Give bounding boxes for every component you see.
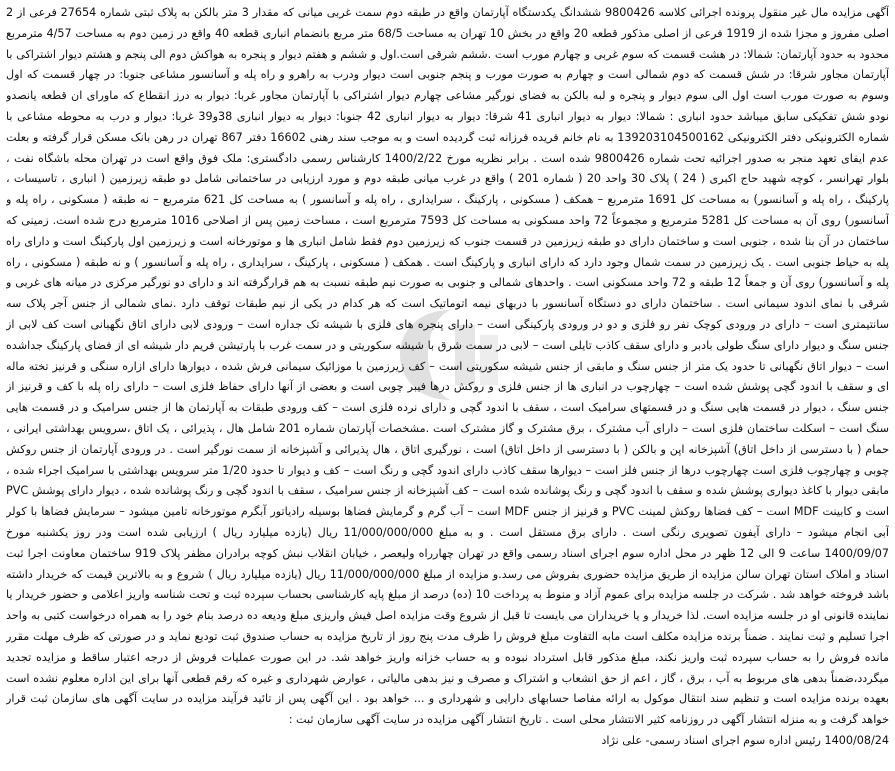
- auction-notice: [6, 3, 889, 767]
- notice-body-text: آگهی مزایده مال غیر منقول پرونده اجرائی کلاسه 9800426 ششدانگ یکدستگاه آپارتمان واقع در طبقه دوم سمت غربی میانی که مقدار 3 متر بالکن به پلاک ثبتی شماره 27654 فرعی از 2 اصلی مفروز و مجزا شده از 1919 فرعی از اصلی مذکور قطعه 20 واقع در بخش 10 تهران به مساحت 68/5 متر مربع بانضمام انباری قطعه 40 واقع در زمین دوم به مساحت 4/57 مترمربع محدود به حدود آپارتمان: شمالا: در هشت قسمت که سوم غربی و چهارم مورب است .ششم شرقی است.اول و ششم و هفتم دیوار و پنجره به هواکش دوم الی پنجم و هشتم دیوار اشتراکی با آپارتمان مجاور شرقا: در شش قسمت که دوم شمالی است و چهارم به صورت مورب و پنجم جنوبی است دیوار ودرب به راهرو و راه پله و آسانسور مشاعی جنوبا: در چهار قسمت که اول وسوم به صورت مورب است اول الی سوم دیوار و پنجره و لبه بالکن به فضای نورگیر مشاعی چهارم دیوار اشتراکی با آپارتمان مجاور غربا: دیوار به درز انقطاع که ماورای ان قطعه یانصدو نودو شش تفکیکی سابق میباشد حدود انباری : شمالا: دیوار به دیوار انباری 41 شرقا: دیوار به دیوار انباری 42 جنوبا: دیوار به دیوار انباری 38و39 غربا: دیوار و درب به محوطه مشاعی با شماره الکترونیکی دفتر الکترونیکی 139203104500162 به نام خانم فریده فرزانه ثبت گردیده است و به موجب سند رهنی 16602 دفتر 867 تهران در رهن بانک مسکن قرار گرفته و بعلت عدم ایفای تعهد منجر به صدور اجرائیه تحت شماره 9800426 شده است . برابر نظریه مورخ 1400/2/22 کارشناس رسمی دادگستری: ملک فوق واقع است در تهران محله باشگاه نفت ، بلوار تهرانسر ، کوچه شهید حاج اکبری ( 24 ) پلاک 30 واحد 20 ( شماره 201 ) واقع در غرب میانی طبقه دوم و مورد ارزیابی در ساختمانی شامل دو طبقه زیرزمین ( انباری ، تاسیسات ، پارکینگ ، راه پله و آسانسور) به مساحت کل 1691 مترمربع – همکف ( مسکونی ، پارکینگ ، سرایداری ، راه پله و آسانسور ) به مساحت کل 621 مترمربع – نه طبقه ( مسکونی ، راه پله و آسانسور) روی آن به مساحت کل 5281 مترمربع و مجموعاً 72 واحد مسکونی به مساحت کل 7593 مترمربع است ، مساحت زمین پس از اصلاحی 1016 مترمربع درج شده است. زمینی که ساختمان در آن بنا شده ، جنوبی است و ساختمان دارای دو طبقه زیرزمین در قسمت جنوب که زیرزمین دوم فقط شامل انباری ها و موتورخانه است و زیرزمین اول پارکینگ است و دارای راه پله به حیاط جنوبی است . یک زیرزمین در سمت شمال وجود دارد که دارای انباری و پارکینگ است . همکف ( مسکونی ، پارکینگ ، سرایداری ، راه پله و آسانسور ) و نه طبقه ( مسکونی ، راه پله و آسانسور) روی آن و جمعاً 12 طبقه و 72 واحد مسکونی است . واحدهای شمالی و جنوبی به صورت نیم طبقه نسبت به هم قرارگرفته اند و دارای دو نورگیر مرکزی در میانه های غربی و شرقی با نمای اندود سیمانی است . ساختمان دارای دو دستگاه آسانسور با دربهای نیمه اتوماتیک است که هر کدام در یکی از نیم طبقات توقف دارد .نمای شمالی از جنس آجر پلاک سه سانتیمتری است – دارای در ورودی کوچک نفر رو فلزی و دو در ورودی پارکینگی است – دارای پنجره های فلزی با شیشه تک جداره است – ورودی لابی دارای اتاق نگهبانی است کف لابی از جنس سنگ و دیوار دارای سنگ طولی بادبر و دارای سقف کاذب تایلی است – لابی در سمت شرق با شیشه سکوریتی و در سمت غرب با پارتیشن فریم دار شیشه ای از فضای پارکینگ جداشده است – دیوار اتاق نگهبانی تا حدود یک متر از جنس سنگ و مابقی از جنس شیشه سکوریتی است – کف زیرزمین با موزائیک سیمانی فرش شده ، دیوارها دارای ازاره سنگی و قرنیز تخته ماله ای و سقف با اندود گچی پوشش شده است – چهارچوب در انباری ها از جنس فلزی و روکش درها فیبر چوبی است و بعضی از آنها دارای حفاظ فلزی است – دارای راه پله با کف و قرنیز از جنس سنگ ، دیوار در قسمت هایی سنگ و در قسمتهای سرامیک است ، سقف با اندود گچی و دارای نرده فلزی است – کف ورودی طبقات به آپارتمان ها از جنس سرامیک و در قسمت هایی سنگ است – اسکلت ساختمان فلزی است – دارای آب مشترک ، برق مشترک و گاز مشترک است .مشخصات آپارتمان شماره 201 شامل هال ، پذیرائی ، یک اتاق ،سرویس بهداشتی ایرانی ، حمام ( با دسترسی از داخل اتاق) آشپزخانه اپن و بالکن ( با دسترسی از داخل اتاق) است ، نورگیری اتاق ، هال پذیرائی و آشپزخانه از سمت نورگیر است . در ورودی آپارتمان از جنس روکش چوبی و چهارچوب فلزی است چهارچوب درها از جنس فلز است – دیوارها سقف کاذب دارای اندود گچی و رنگ است – کف و دیوار تا حدود 1/20 متر سرویس بهداشتی با سرامیک اجراء شده ، مابقی دیوار با کاغذ دیواری پوشش شده و سقف با اندود گچی و رنگ پوشانده شده است – کف آشپزخانه از جنس سرامیک ، سقف با اندود گچی و رنگ پوشانده شده ، دیوار دارای پوشش PVC است و کابینت MDF است – کف فضاها روکش لمینت PVC و قرنیز از جنس MDF است – آب گرم و گرمایش فضاها بوسیله رادیاتور آبگرم موتورخانه تامین میشود – سرمایش فضاها با کولر آبی انجام میشود – دارای آیفون تصویری رنگی است . دارای برق مستقل است . و به مبلغ 11/000/000/000 ریال (یازده میلیارد ریال ) ارزیابی شده است ودر روز یکشنبه مورخ 1400/09/07 ساعت 9 الی 12 ظهر در محل اداره سوم اجرای اسناد رسمی واقع در تهران چهارراه ولیعصر ، خیابان انقلاب نبش کوچه برادران مظفر پلاک 919 ساختمان معاونت اجرا ثبت اسناد و املاک استان تهران سالن مزایده از طریق مزایده حضوری بفروش می رسد.و مزایده از مبلغ 11/000/000/000 ریال (یازده میلیارد ریال ) شروع و به بالاترین قیمت که خریدار داشته باشد فروخته خواهد شد . شرکت در جلسه مزایده برای عموم آزاد و منوط به پرداخت 10 (ده) درصد از مبلغ پایه کارشناسی بحساب سپرده ثبت و تحت شناسه واریز اعلامی و حضور خریدار یا نماینده قانونی او در جلسه مزایده است. لذا خریدار و یا خریداران می بایست تا قبل از شروع وقت مزایده اصل فیش واریزی مبلغ ودیعه ده درصد بنام خود را به همراه درخواست کتبی به واحد اجرا تسلیم و ثبت نمایند . ضمناً برنده مزایده مکلف است مابه التفاوت مبلغ فروش را ظرف مدت پنج روز از تاریخ مزایده به حساب صندوق ثبت تودیع نماید و در صورتی که ظرف مهلت مقرر مانده فروش را به حساب سپرده ثبت واریز نکند، مبلغ مذکور قابل استرداد نبوده و به حساب خزانه واریز خواهد شد. در این صورت عملیات فروش از درجه اعتبار ساقط و مزایده تجدید میگردد،ضمناً بدهی های مربوط به آب ، برق ، گاز ، اعم از حق انشعاب و اشتراک و مصرف و نیز بدهی مالیاتی ، عوارض شهرداری و غیره که رقم قطعی آنها برای این اداره معلوم نشده است بعهده برنده مزایده است و تنظیم سند انتقال موکول به ارائه مفاصا حسابهای دارایی و شهرداری و ... خواهد بود . این آگهی پس از تائید فرآیند مزایده در سایت آگهی های سازمان ثبت قرار خواهد گرفت و به منزله انتشار آگهی در روزنامه کثیر الانتشار محلی است . تاریخ انتشار آگهی مزایده در سایت آگهی سازمان ثبت :: [6, 6, 889, 727]
- notice-signature-line: 1400/08/24 رئیس اداره سوم اجرای اسناد رسمی- علی نژاد: [601, 733, 889, 747]
